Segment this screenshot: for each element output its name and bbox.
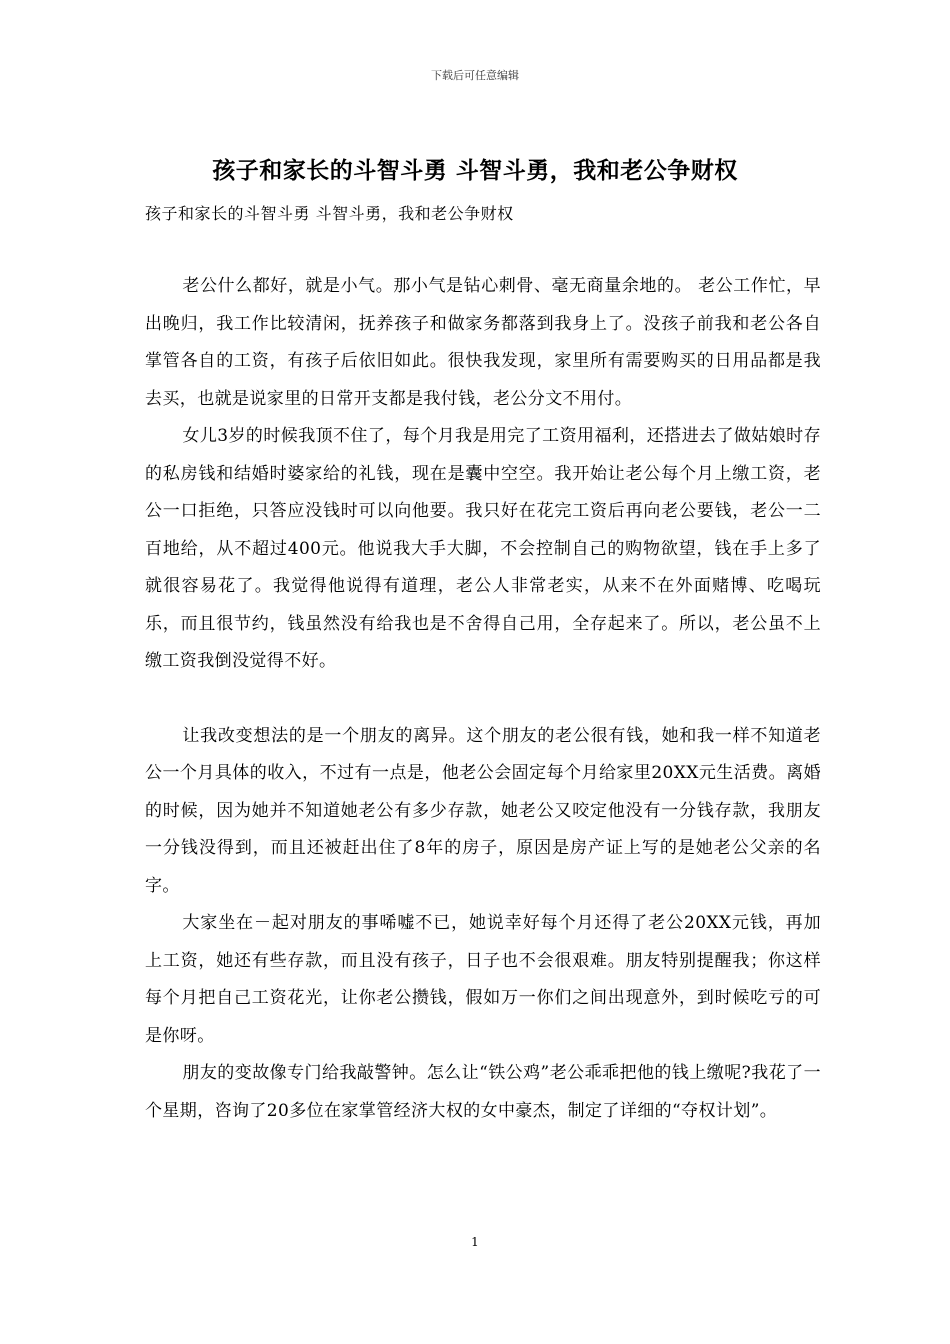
document-title: 孩子和家长的斗智斗勇 斗智斗勇，我和老公争财权 bbox=[212, 157, 738, 184]
document-subtitle: 孩子和家长的斗智斗勇 斗智斗勇，我和老公争财权 bbox=[145, 204, 514, 223]
header-note: 下载后可任意编辑 bbox=[431, 69, 519, 82]
paragraph: 让我改变想法的是一个朋友的离异。这个朋友的老公很有钱，她和我一样不知道老公一个月具体的收入，不过有一点是，他老公会固定每个月给家里20XX元生活费。离婚的时候，因为她并不知道她老公有多少存款，她老公又咬定他没有一分钱存款，我朋友一分钱没得到，而且还被赶出住了8年的房子，原因是房产证上写的是她老公父亲的名字。 bbox=[145, 725, 821, 896]
paragraph: 朋友的变故像专门给我敲警钟。怎么让“铁公鸡”老公乖乖把他的钱上缴呢?我花了一个星期，咨询了20多位在家掌管经济大权的女中豪杰，制定了详细的“夺权计划”。 bbox=[145, 1063, 821, 1121]
paragraph: 老公什么都好，就是小气。那小气是钻心刺骨、毫无商量余地的。 老公工作忙，早出晚归，我工作比较清闲，抚养孩子和做家务都落到我身上了。没孩子前我和老公各自掌管各自的工资，有孩子后依旧如此。很快我发现，家里所有需要购买的日用品都是我去买，也就是说家里的日常开支都是我付钱，老公分文不用付。 bbox=[145, 276, 821, 409]
paragraph: 女儿3岁的时候我顶不住了，每个月我是用完了工资用福利，还搭进去了做姑娘时存的私房钱和结婚时婆家给的礼钱，现在是囊中空空。我开始让老公每个月上缴工资，老公一口拒绝，只答应没钱时可以向他要。我只好在花完工资后再向老公要钱，老公一二百地给，从不超过400元。他说我大手大脚，不会控制自己的购物欲望，钱在手上多了就很容易花了。我觉得他说得有道理，老公人非常老实，从来不在外面赌博、吃喝玩乐，而且很节约，钱虽然没有给我也是不舍得自己用，全存起来了。所以，老公虽不上缴工资我倒没觉得不好。 bbox=[145, 426, 821, 671]
document-body bbox=[145, 268, 821, 1130]
page-number: 1 bbox=[471, 1235, 479, 1249]
paragraph: 大家坐在－起对朋友的事唏嘘不已，她说幸好每个月还得了老公20XX元钱，再加上工资，她还有些存款，而且没有孩子，日子也不会很艰难。朋友特别提醒我；你这样每个月把自己工资花光，让你老公攒钱，假如万一你们之间出现意外，到时候吃亏的可是你呀。 bbox=[145, 913, 821, 1046]
